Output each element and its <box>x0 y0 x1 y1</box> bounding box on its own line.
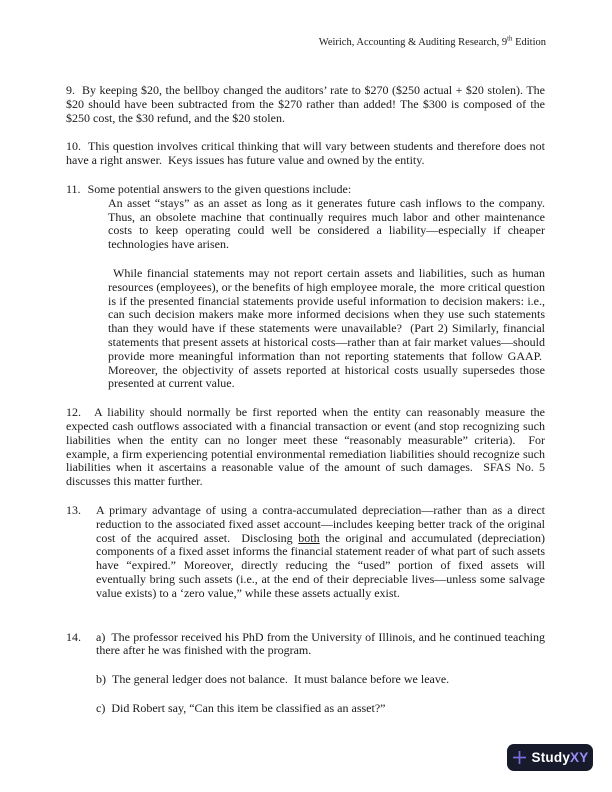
item-14-sub-b <box>96 673 545 687</box>
item-14-sub-b-label: b) <box>96 672 106 687</box>
item-14-sub-b-text: The general ledger does not balance. It must balance before we leave. <box>112 672 450 687</box>
item-13 <box>66 504 545 601</box>
item-11-intro-text: Some potential answers to the given questions include: <box>87 181 352 196</box>
item-13-text-before: A primary advantage of using a contra-accumulated depreciation—rather than as a direct reduction to the associated fixed asset account—includes keeping better track of the original cost of the acquired asset. Disclosing <box>96 502 545 545</box>
item-10-number: 10. <box>66 139 81 154</box>
item-14-sub-c <box>96 702 545 716</box>
brand-text <box>532 750 589 765</box>
item-9-text: By keeping $20, the bellboy changed the auditors’ rate to $270 ($250 actual + $20 stolen). The $20 should have been subtracted from the $270 rather than added! The $300 is composed of the $250 cost, the $30 refund, and the $20 stolen. <box>66 83 545 125</box>
item-14-sub-a-text: The professor received his PhD from the University of Illinois, and he continued teaching there after he was finished with the program. <box>96 629 545 658</box>
header-title-prefix: Weirich, Accounting & Auditing Research, 9 <box>318 37 508 48</box>
item-10-text: This question involves critical thinking that will vary between students and therefore does not have a right answer. Keys issues has future value and owned by the entity. <box>66 139 545 168</box>
item-13-text-after: the original and accumulated (depreciation) components of a fixed asset informs the financial statement reader of what part of such assets have “expired.” Moreover, directly reducing the “used” portion of fixed assets will eventually bring such assets (i.e., at the end of their depreciable lives—unless some salvage value exists) to a ‘zero value,” while these assets actually exist. <box>96 530 545 600</box>
studyxy-watermark <box>507 744 593 771</box>
item-14-sub-a-label: a) <box>96 629 106 644</box>
header-title-superscript: th <box>507 35 513 43</box>
item-12 <box>66 406 545 489</box>
item-14-sub-c-text: Did Robert say, “Can this item be classified as an asset?” <box>111 700 386 715</box>
item-14-sub-a <box>96 631 545 659</box>
item-13-number: 13. <box>66 502 81 517</box>
brand-xy: XY <box>570 750 589 765</box>
plus-icon <box>512 750 527 765</box>
item-12-text: A liability should normally be first reported when the entity can reasonably measure the expected cash outflows associated with a financial transaction or event (and stop recognizing such liabilities when the entity can no longer meet these “reasonably measurable” criteria). For example, a firm experiencing potential environmental remediation liabilities should recognize such liabilities when it ascertains a reasonable value of the amount of such damages. SFAS No. 5 discusses this matter further. <box>66 405 545 489</box>
header-title-suffix: Edition <box>512 37 546 48</box>
document-content <box>66 84 545 716</box>
item-14-sub-c-label: c) <box>96 700 106 715</box>
item-12-number: 12. <box>66 405 81 420</box>
item-14-number: 14. <box>66 629 81 644</box>
item-9 <box>66 84 545 125</box>
item-11-intro <box>66 183 545 197</box>
item-9-number: 9. <box>66 83 75 97</box>
item-10 <box>66 140 545 168</box>
item-14 <box>66 631 545 716</box>
item-13-underlined-word: both <box>298 530 320 545</box>
item-11-paragraph-2: While financial statements may not report certain assets and liabilities, such as human resources (employees), or the benefits of high employee morale, the more critical question is if the presented financial statements provide useful information to decision makers: i.e., can such decision makers make more informed decisions when they use such statements than they would have if these statements were unavailable? (Part 2) Similarly, financial statements that present assets at historical costs—rather than at fair market values—should provide more meaningful information than not reporting statements that follow GAAP. Moreover, the objectivity of assets reported at historical costs usually supersedes those presented at current value. <box>108 265 545 391</box>
brand-study: Study <box>531 750 571 765</box>
item-11-paragraph-1: An asset “stays” as an asset as long as it generates future cash inflows to the company. Thus, an obsolete machine that continually requires much labor and other maintenance costs to keep operating could well be considered a liability—especially if cheaper technologies have arisen. <box>108 195 545 252</box>
item-11-number: 11. <box>66 181 81 196</box>
page-header <box>319 37 546 49</box>
